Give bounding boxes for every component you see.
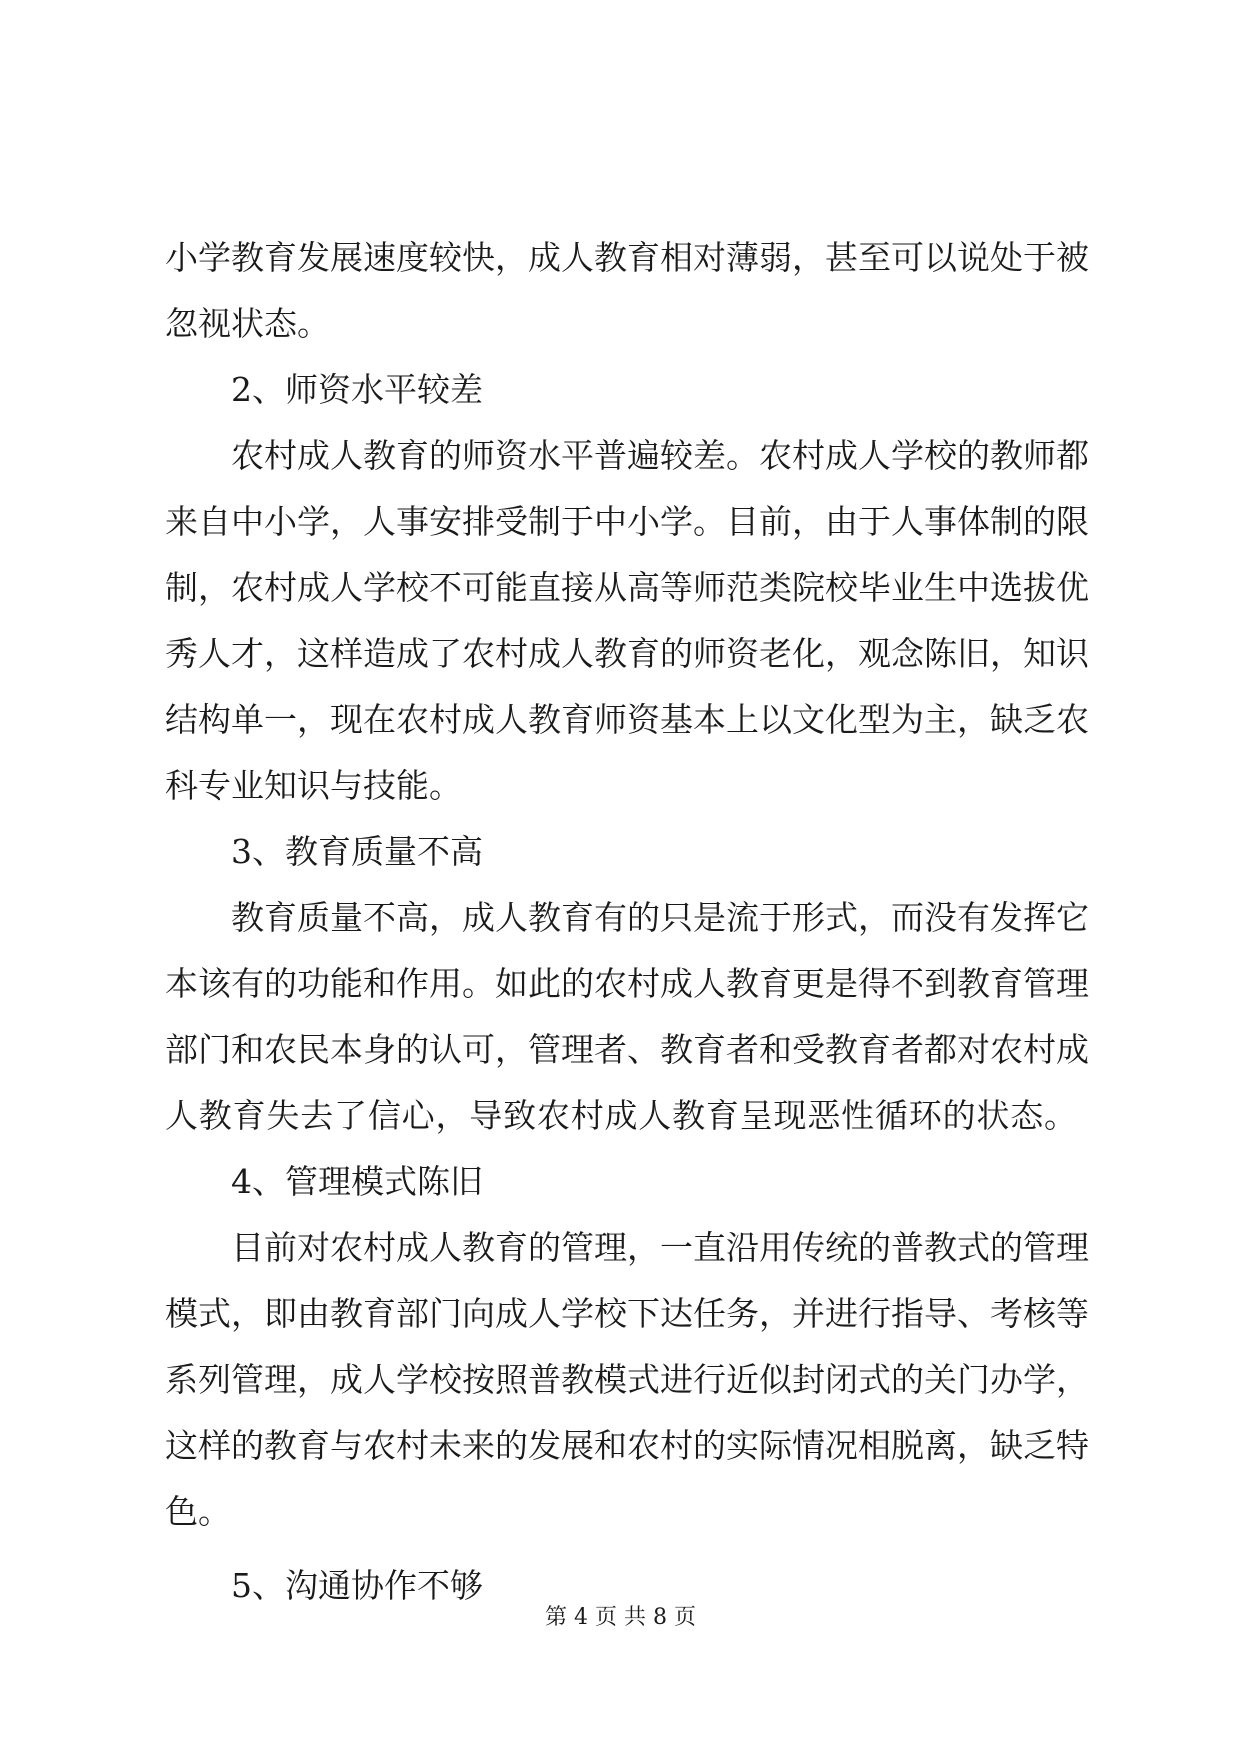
section-heading: 4、管理模式陈旧 (231, 1162, 483, 1201)
paragraph-line: 结构单一，现在农村成人教育师资基本上以文化型为主，缺乏农 (165, 700, 1089, 739)
paragraph-first-line: 教育质量不高，成人教育有的只是流于形式，而没有发挥它 (231, 898, 1089, 937)
section-heading: 5、沟通协作不够 (231, 1566, 483, 1605)
paragraph-line: 秀人才，这样造成了农村成人教育的师资老化，观念陈旧，知识 (165, 634, 1089, 673)
paragraph-line: 本该有的功能和作用。如此的农村成人教育更是得不到教育管理 (165, 964, 1089, 1003)
paragraph-first-line: 农村成人教育的师资水平普遍较差。农村成人学校的教师都 (231, 436, 1089, 475)
paragraph-line: 系列管理，成人学校按照普教模式进行近似封闭式的关门办学， (165, 1360, 1089, 1399)
paragraph-last-line: 科专业知识与技能。 (165, 766, 462, 805)
document-body (165, 225, 1089, 1619)
paragraph-line: 来自中小学，人事安排受制于中小学。目前，由于人事体制的限 (165, 502, 1089, 541)
page-footer: 第 4 页 共 8 页 (545, 1605, 696, 1630)
paragraph-last-line: 忽视状态。 (165, 304, 330, 343)
section-heading: 2、师资水平较差 (231, 370, 483, 409)
paragraph-line: 模式，即由教育部门向成人学校下达任务，并进行指导、考核等 (165, 1294, 1089, 1333)
paragraph-line: 部门和农民本身的认可，管理者、教育者和受教育者都对农村成 (165, 1030, 1089, 1069)
paragraph-line: 这样的教育与农村未来的发展和农村的实际情况相脱离，缺乏特 (165, 1426, 1089, 1465)
paragraph-line: 小学教育发展速度较快，成人教育相对薄弱，甚至可以说处于被 (165, 238, 1089, 277)
paragraph-line: 制，农村成人学校不可能直接从高等师范类院校毕业生中选拔优 (165, 568, 1089, 607)
section-heading: 3、教育质量不高 (231, 832, 483, 871)
paragraph-first-line: 目前对农村成人教育的管理，一直沿用传统的普教式的管理 (231, 1228, 1089, 1267)
paragraph-last-line: 色。 (165, 1492, 231, 1531)
paragraph-line: 人教育失去了信心，导致农村成人教育呈现恶性循环的状态。 (165, 1096, 1077, 1135)
